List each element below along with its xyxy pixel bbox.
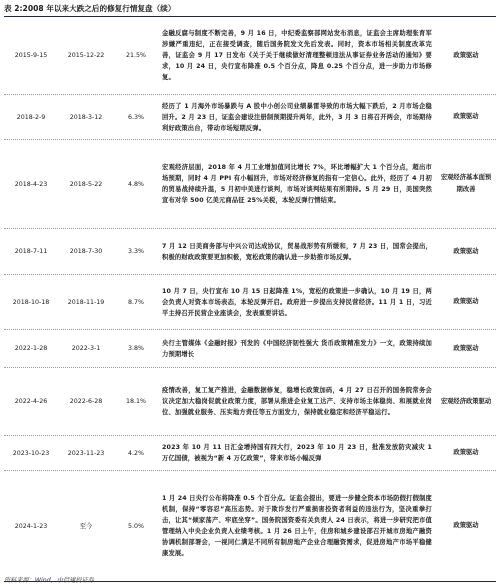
table-row xyxy=(4,229,496,275)
gain-value: 4.8% xyxy=(128,180,144,188)
repair-rally-table xyxy=(4,16,496,582)
background-text: 央行主管媒体《金融时报》刊发的《中国经济韧性强大 货币政策精准发力》一文，政策持续加力预期增长 xyxy=(162,339,432,358)
gain-value: 4.2% xyxy=(128,449,144,457)
table-row xyxy=(4,17,496,95)
gain-value: 6.3% xyxy=(128,113,144,121)
driver-label: 政策驱动 xyxy=(453,51,479,59)
table-row xyxy=(4,275,496,330)
start-date: 2018-10-18 xyxy=(12,298,50,306)
gain-value: 3.8% xyxy=(128,345,144,352)
end-date: 2023-11-23 xyxy=(67,449,105,457)
table-row xyxy=(4,95,496,140)
background-text: 1 月 24 日央行公布将降准 0.5 个百分点。证监会提出，要进一步健全资本市场防假打假制度机制，保持“零容忍”高压态势。对于欺诈发行严重损害投资者利益的违法行为，坚决重拳打击，让其“倾家荡产、牢底坐穿”。国务院国资委有关负责人 24 日表示，将进一步研究把市值管理纳入中央企业负责人业绩考核。1 月 26 日上午，住房和城乡建设部召开城市房地产融资协调机制部署会，一视同仁满足不同所有制房地产企业合理融资需求，促进房地产市场平稳健康发展。 xyxy=(162,495,432,557)
table-title: 表 2:2008 年以来大跌之后的修复行情复盘（续） xyxy=(4,4,176,13)
table-row xyxy=(4,368,496,436)
gain-value: 18.1% xyxy=(125,398,146,405)
end-date: 2018-11-19 xyxy=(67,298,105,306)
driver-label: 政策驱动 xyxy=(453,344,479,352)
table-row xyxy=(4,471,496,581)
start-date: 2022-4-26 xyxy=(14,398,48,405)
start-date: 2018-2-9 xyxy=(16,113,46,121)
driver-label: 宏观经济基本面预期改善 xyxy=(440,174,492,193)
table-row xyxy=(4,436,496,471)
driver-label: 政策驱动 xyxy=(453,449,479,456)
end-date: 2022-6-28 xyxy=(69,398,103,405)
table-row xyxy=(4,140,496,229)
driver-label: 宏观经济政策驱动 xyxy=(440,397,492,405)
background-text: 疫情改善，复工复产推进，金融数据修复，稳增长政策加码，4 月 27 日召开的国务院常务会议决定加大稳岗促就业政策力度，部署从推进企业复工达产、支持市场主体稳岗、和展就业岗位、加强就业服务、压实地方责任等五方面发力，保持就业稳定和经济平稳运行。 xyxy=(162,387,432,416)
background-text: 7 月 12 日美商务部与中兴公司达成协议，贸易战形势有所缓和，7 月 23 日，国常会提出，积极的财政政策要更加积极，宽松政策的确认进一步助推市场反弹。 xyxy=(162,242,432,261)
background-text: 2023 年 10 月 11 日汇金增持国有四大行，2023 年 10 月 23 日，批准发放防灾减灾 1 万亿国债，被视为“新 4 万亿政策”，带来市场小幅反弹 xyxy=(162,444,432,462)
end-date: 2018-3-12 xyxy=(69,113,103,121)
background-text: 经历了 1 月海外市场暴跌与 A 股中小创公司业绩暴雷导致的市场大幅下跌后，2 月市场企稳回升。2 月 23 日，证监会建设注册制预期提升两年，此外，3 月 3 日将召开两会，市场期待利好政策出台，带动市场短期反弹。 xyxy=(162,102,432,132)
table-row xyxy=(4,330,496,368)
end-date: 2022-3-1 xyxy=(71,345,101,352)
background-text: 金融反腐与制度不断完善，9 月 16 日，中纪委监察部网站发布消息，证监会主席助理张育军涉嫌严重违纪，正在接受调查，随后国务院发文先后发表。同时，资本市场相关制度改革完善，证监会 9 月 17 日发布《关于关于继续做好清理整顿违法从事证券业务活动的通知》要求，10 月 24 日，央行宣布降准 0.5 个百分点，降息 0.25 个百分点，进一步助力市场修复。 xyxy=(162,30,432,81)
end-date: 2018-7-30 xyxy=(69,248,103,255)
start-date: 2018-4-23 xyxy=(14,180,48,188)
start-date: 2022-1-28 xyxy=(14,345,48,352)
end-date: 2015-12-22 xyxy=(67,52,105,59)
driver-label: 政策驱动 xyxy=(453,247,479,255)
driver-label: 政策驱动 xyxy=(453,298,479,305)
driver-label: 政策驱动 xyxy=(453,522,479,529)
end-date: 至今 xyxy=(79,522,93,530)
background-text: 10 月 7 日，央行宣布 10 月 15 日起降准 1%，宽松的政策进一步确认，10 月 19 日，两会负责人对资本市场表态，本轮反弹开启。政府进一步提出支持民营经济。11 月 1 日，习近平主持召开民营企业座谈会，发表重要讲话。 xyxy=(162,287,432,317)
driver-label: 政策驱动 xyxy=(453,113,479,120)
source-note: 资料来源：Wind，中信建投证券 xyxy=(4,577,94,584)
gain-value: 8.7% xyxy=(128,298,144,306)
gain-value: 3.3% xyxy=(128,248,144,255)
gain-value: 5.0% xyxy=(128,522,144,530)
start-date: 2018-7-11 xyxy=(14,248,48,255)
start-date: 2024-1-23 xyxy=(14,522,48,530)
end-date: 2018-5-22 xyxy=(69,180,103,188)
start-date: 2023-10-23 xyxy=(12,449,50,457)
background-text: 宏观经济层面，2018 年 4 月工业增加值同比增长 7%，环比增幅扩大 1 个百分点，超出市场预期，同时 4 月 PPI 有小幅回升，市场对经济修复的指有一定信心。此外，经历了 4 月初的贸易战持续升温，5 月初中美进行谈判，市场对谈判结果有所期待。5 月 29 日，美国突然宣布对华 500 亿美元商品征 25%关税，本轮反弹行情结束。 xyxy=(162,164,432,204)
start-date: 2015-9-15 xyxy=(14,52,48,59)
gain-value: 21.5% xyxy=(125,52,146,59)
